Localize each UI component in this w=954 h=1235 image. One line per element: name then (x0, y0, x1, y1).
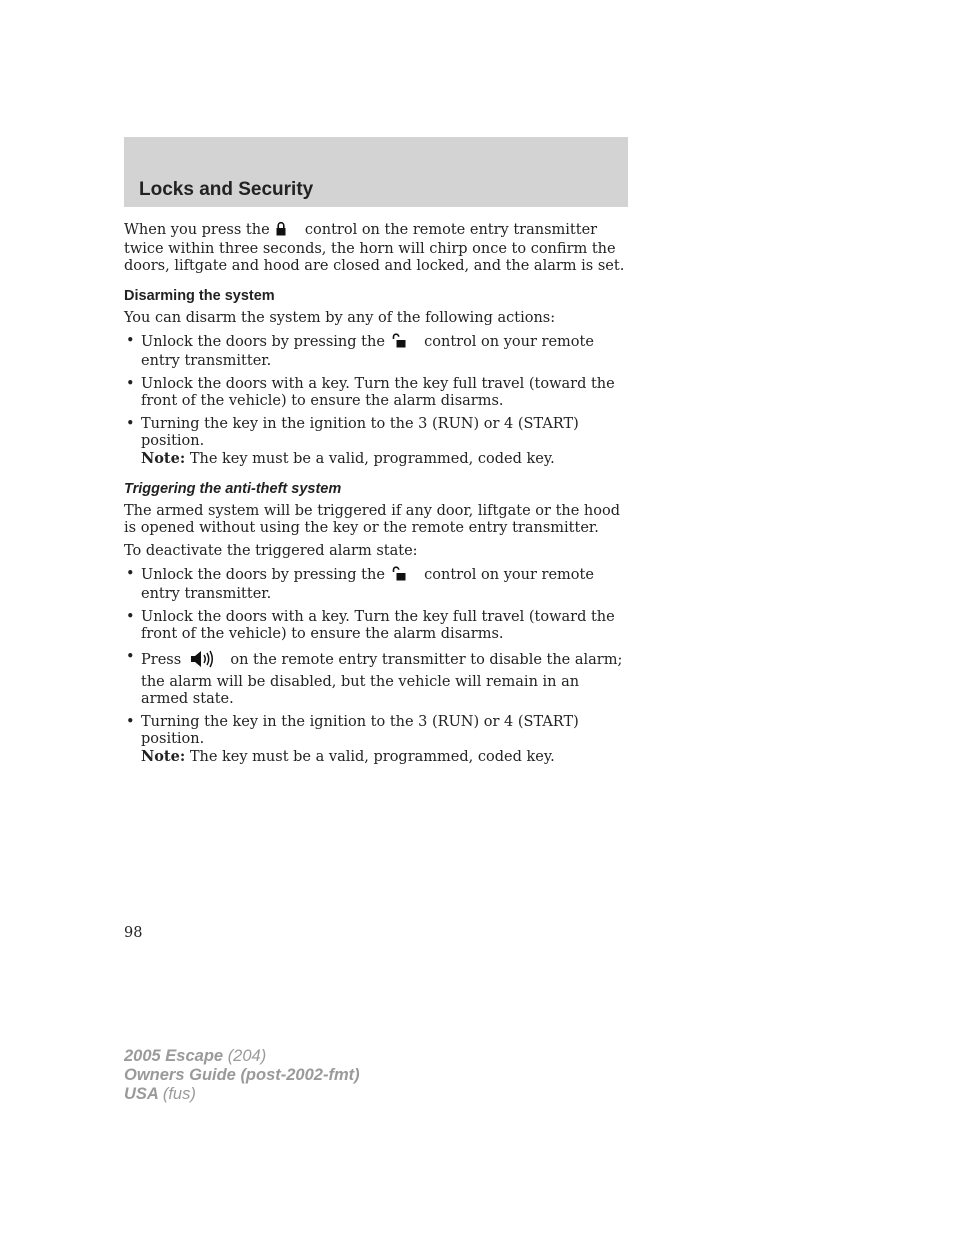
disarming-lead: You can disarm the system by any of the following actions: (124, 310, 556, 326)
list-item-text: Press (141, 652, 182, 668)
triggering-heading: Triggering the anti-theft system (124, 481, 342, 497)
section-title: Locks and Security (139, 179, 314, 200)
list-item-text: Turning the key in the ignition to the 3 (RUN) or 4 (START) position. (141, 714, 579, 747)
section-header-band (124, 137, 628, 207)
lock-icon (276, 221, 286, 241)
list-item: • Unlock the doors with a key. Turn the key full travel (toward the front of the vehicle) to ensure the alarm disarms. (124, 609, 628, 643)
footer-line-2: Owners Guide (post-2002-fmt) (124, 1066, 360, 1084)
list-item (124, 714, 628, 766)
note-label: Note: (141, 748, 186, 765)
list-item (124, 566, 628, 603)
list-item (124, 333, 628, 370)
triggering-paragraph: The armed system will be triggered if any door, liftgate or the hood is opened without using the key or the remote entry transmitter. (124, 503, 621, 536)
footer-model-code: (204) (227, 1047, 267, 1065)
footer-model: 2005 Escape (124, 1047, 224, 1065)
page-number: 98 (124, 925, 143, 941)
list-item-text: on the remote entry transmitter to disable the alarm; the alarm will be disabled, but the vehicle will remain in an armed state. (141, 652, 623, 707)
note-label: Note: (141, 450, 186, 467)
list-item-text: Unlock the doors by pressing the (141, 567, 385, 583)
deactivate-list (124, 566, 628, 766)
list-item-text: control on your remote entry transmitter. (141, 567, 594, 602)
footer-line-3 (124, 1085, 360, 1104)
unlock-icon (392, 566, 406, 586)
unlock-icon (392, 333, 406, 353)
panic-alarm-speaker-icon (190, 649, 216, 674)
list-item-text: Turning the key in the ignition to the 3 (RUN) or 4 (START) position. (141, 416, 579, 449)
intro-paragraph (124, 221, 628, 275)
list-item (124, 416, 628, 468)
list-item: • Unlock the doors with a key. Turn the key full travel (toward the front of the vehicle) to ensure the alarm disarms. (124, 376, 628, 410)
intro-text-after: control on the remote entry transmitter twice within three seconds, the horn will chirp once to confirm the doors, liftgate and hood are closed and locked, and the alarm is set. (124, 222, 625, 274)
list-item-text: Unlock the doors by pressing the (141, 334, 385, 350)
deactivate-lead: To deactivate the triggered alarm state: (124, 543, 418, 559)
footer-market: USA (124, 1085, 159, 1103)
disarming-heading: Disarming the system (124, 288, 275, 304)
note-text: The key must be a valid, programmed, coded key. (189, 451, 555, 467)
footer-market-code: (fus) (162, 1085, 196, 1103)
page-content (124, 221, 628, 772)
intro-text-before: When you press the (124, 222, 270, 238)
list-item-text: control on your remote entry transmitter. (141, 334, 594, 369)
disarming-list (124, 333, 628, 468)
document-footer (124, 1047, 360, 1104)
footer-line-1 (124, 1047, 360, 1066)
note-text: The key must be a valid, programmed, coded key. (189, 749, 555, 765)
list-item (124, 649, 628, 708)
